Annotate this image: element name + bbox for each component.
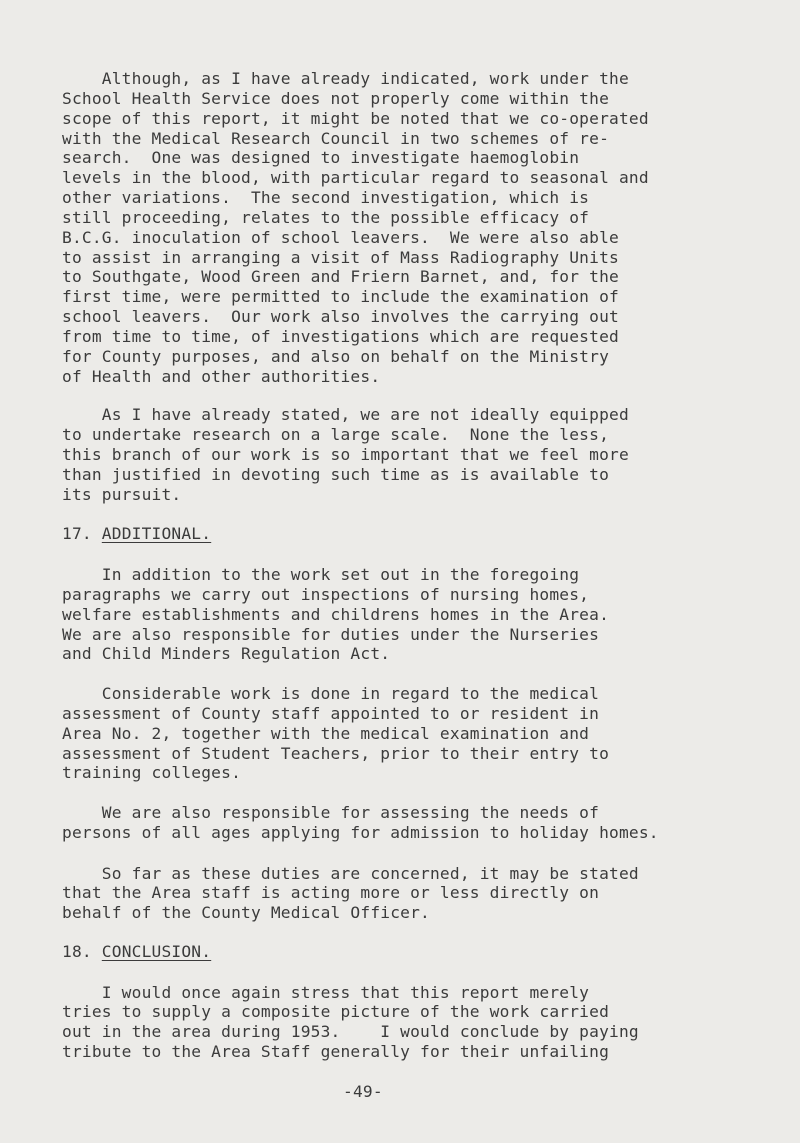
text-line: other variations. The second investigation, which is xyxy=(62,188,590,207)
text-line: than justified in devoting such time as is available to xyxy=(62,464,610,484)
text-line: training colleges. xyxy=(62,763,242,783)
text-line: B.C.G. inoculation of school leavers. We were also able xyxy=(62,227,619,247)
section-heading-17 xyxy=(62,524,211,544)
text-line: tries to supply a composite picture of the work carried xyxy=(62,1002,610,1022)
text-line: Area No. 2, together with the medical examination and xyxy=(62,723,590,743)
text-line: to undertake research on a large scale. None the less, xyxy=(62,425,610,445)
text-line: levels in the blood, with particular regard to seasonal and xyxy=(62,168,649,188)
text-line: tribute to the Area Staff generally for their unfailing xyxy=(62,1042,610,1061)
text-line: with the Medical Research Council in two schemes of re- xyxy=(62,128,610,148)
text-line: We are also responsible for assessing the needs of xyxy=(62,803,600,822)
text-line: persons of all ages applying for admission to holiday homes. xyxy=(62,822,659,842)
page-number: -49- xyxy=(343,1082,383,1101)
section-title: CONCLUSION. xyxy=(101,941,212,961)
text-line: assessment of County staff appointed to or resident in xyxy=(62,703,600,723)
text-line: In addition to the work set out in the foregoing xyxy=(62,564,580,584)
text-line: paragraphs we carry out inspections of nursing homes, xyxy=(62,584,590,604)
text-line: to assist in arranging a visit of Mass Radiography Units xyxy=(62,247,619,267)
text-line: So far as these duties are concerned, it may be stated xyxy=(62,863,639,883)
text-line: search. One was designed to investigate haemoglobin xyxy=(62,148,580,168)
section-number: 18. xyxy=(62,941,102,961)
text-line: for County purposes, and also on behalf on the Ministry xyxy=(62,346,610,366)
text-line: Considerable work is done in regard to the medical xyxy=(62,684,600,703)
text-line: Although, as I have already indicated, work under the xyxy=(62,69,629,88)
text-line: school leavers. Our work also involves the carrying out xyxy=(62,307,619,327)
text-line: out in the area during 1953. I would conclude by paying xyxy=(62,1022,639,1042)
text-line: still proceeding, relates to the possible efficacy of xyxy=(62,207,590,227)
text-line: that the Area staff is acting more or less directly on xyxy=(62,883,600,903)
section-number: 17. xyxy=(62,524,102,544)
text-line: scope of this report, it might be noted that we co-operated xyxy=(62,108,649,128)
section-heading-18 xyxy=(62,942,211,962)
text-line: this branch of our work is so important that we feel more xyxy=(62,445,629,464)
section-title: ADDITIONAL. xyxy=(101,524,212,544)
text-line: of Health and other authorities. xyxy=(62,366,381,386)
text-line: School Health Service does not properly come within the xyxy=(62,88,610,108)
text-line: first time, were permitted to include the examination of xyxy=(62,287,619,307)
text-line: and Child Minders Regulation Act. xyxy=(62,644,391,664)
text-line: to Southgate, Wood Green and Friern Barnet, and, for the xyxy=(62,267,619,287)
text-line: We are also responsible for duties under the Nurseries xyxy=(62,624,600,644)
text-line: from time to time, of investigations which are requested xyxy=(62,326,619,346)
text-line: its pursuit. xyxy=(62,484,182,504)
text-line: I would once again stress that this report merely xyxy=(62,982,590,1002)
text-line: behalf of the County Medical Officer. xyxy=(62,903,430,923)
text-line: welfare establishments and childrens homes in the Area. xyxy=(62,604,610,624)
text-line: As I have already stated, we are not ideally equipped xyxy=(62,405,629,425)
text-line: assessment of Student Teachers, prior to their entry to xyxy=(62,743,610,763)
